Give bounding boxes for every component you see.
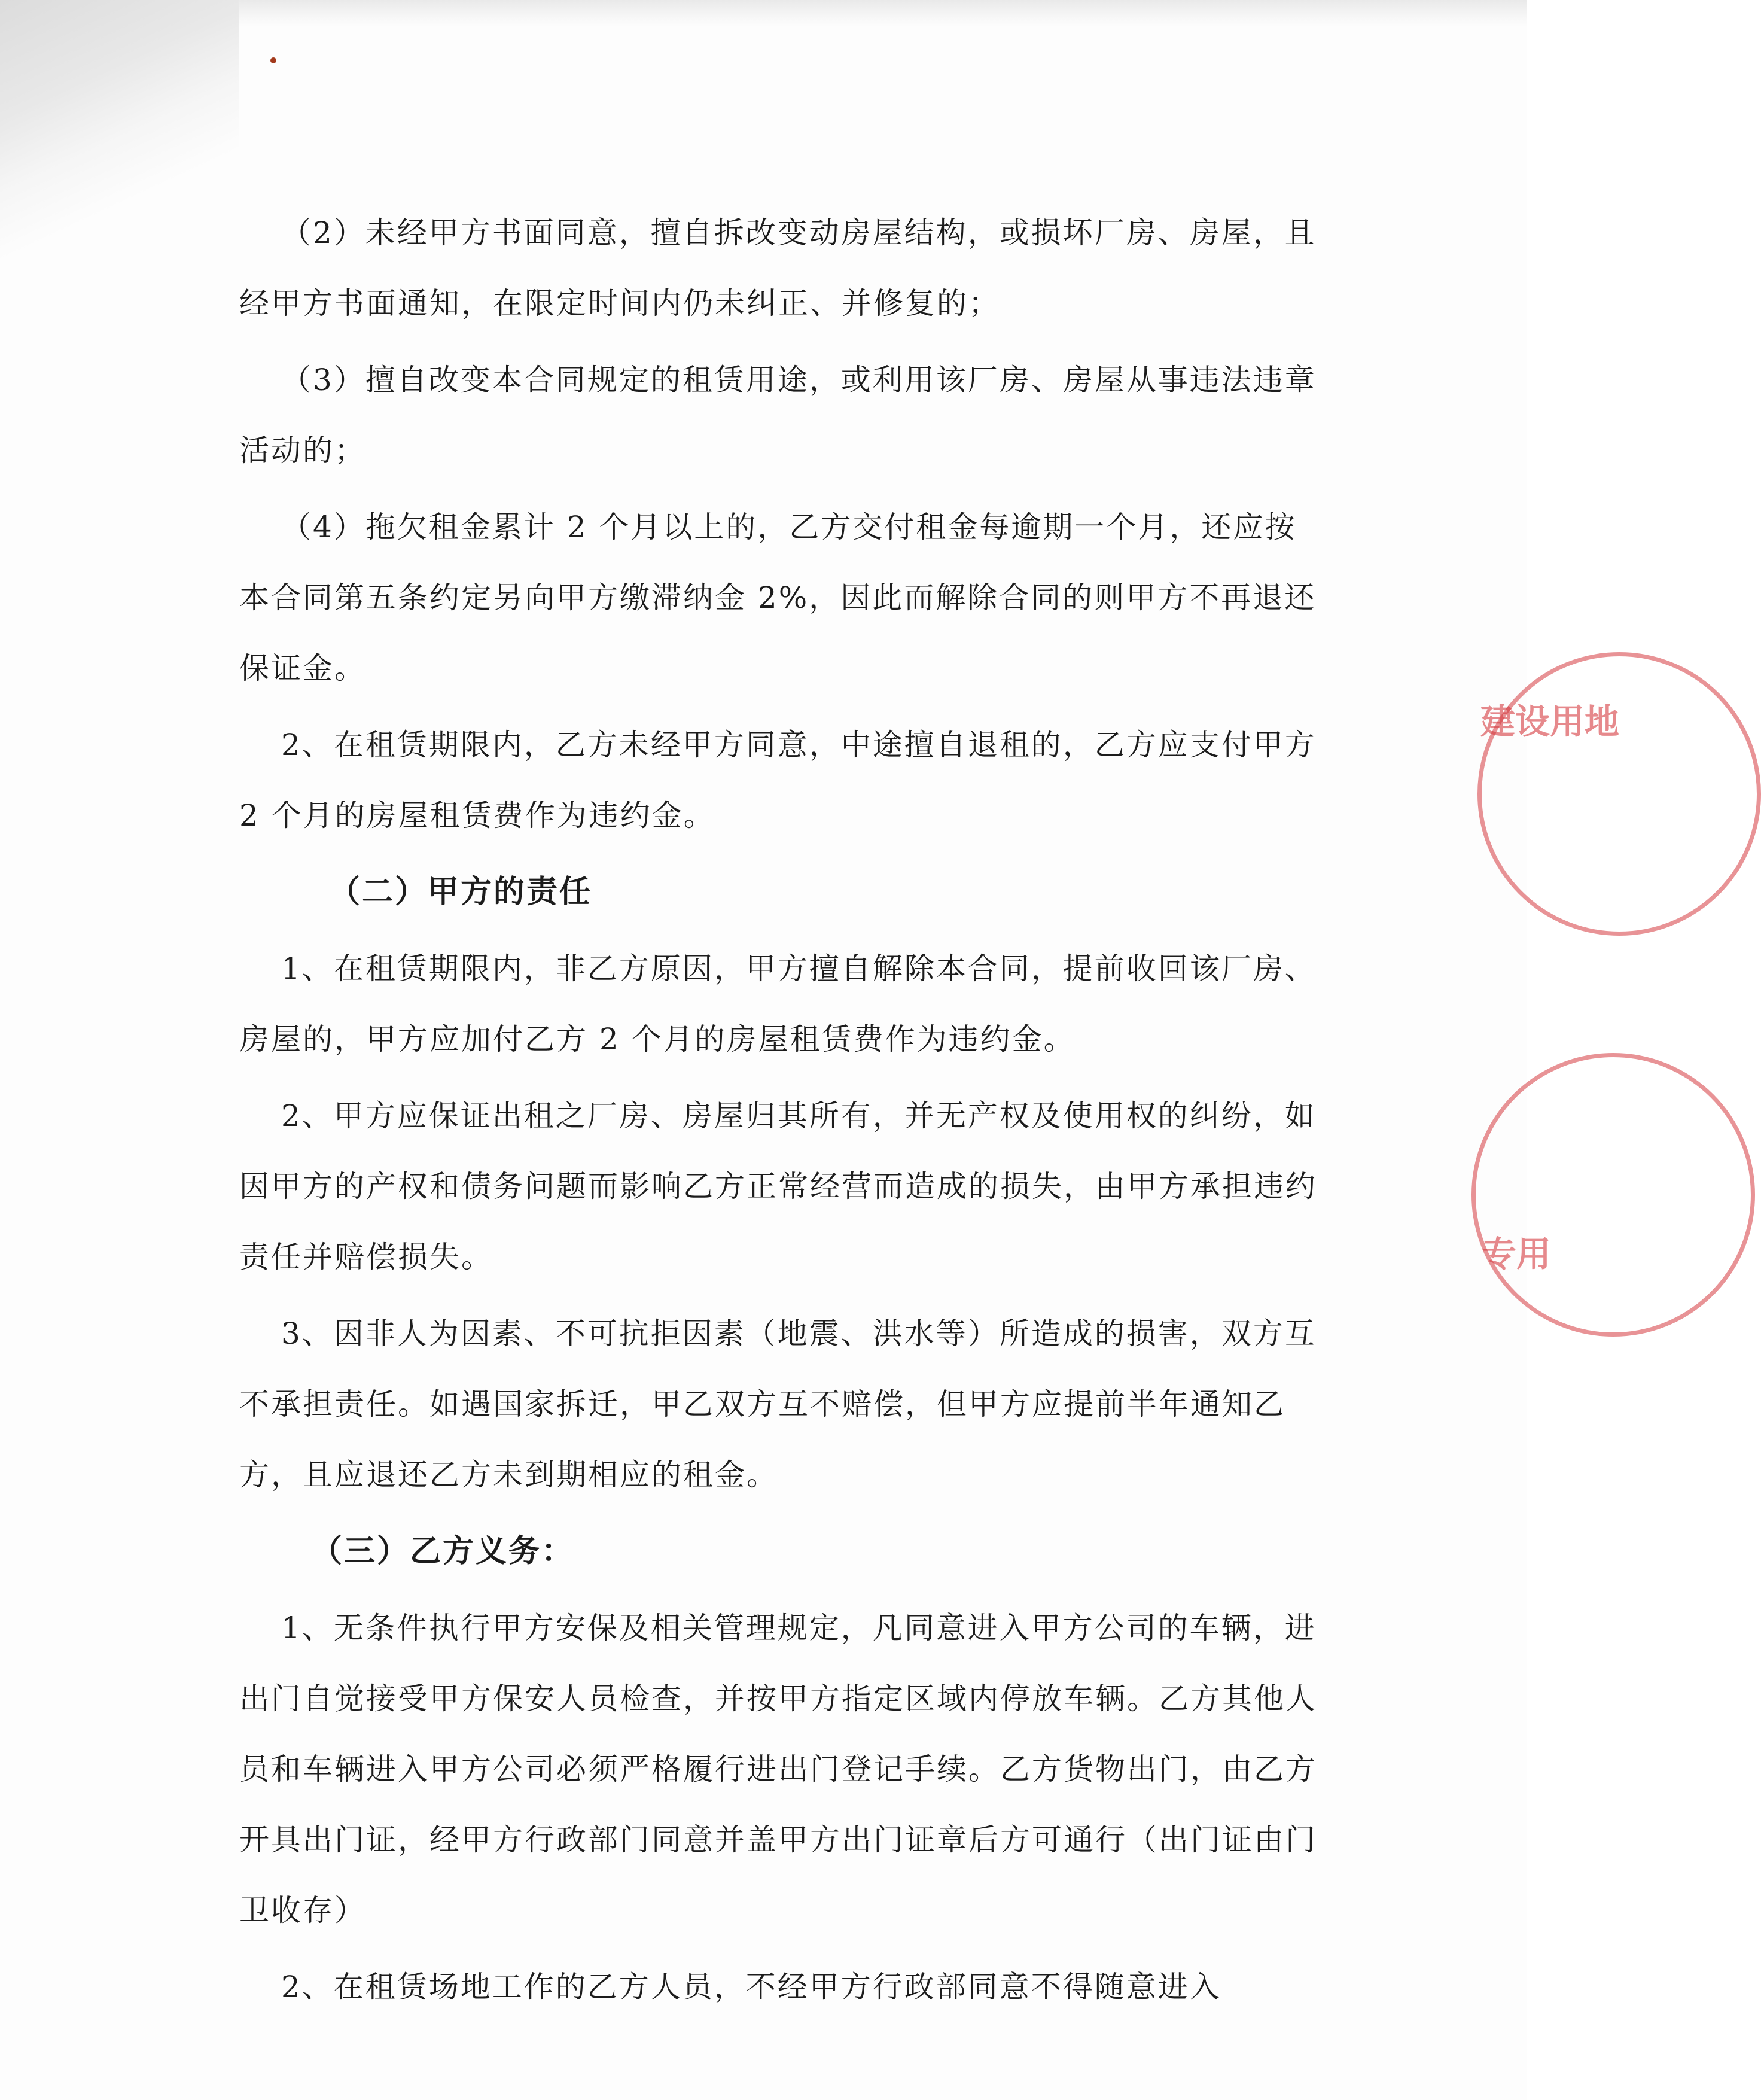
clause-3-paragraph: （3）擅自改变本合同规定的租赁用途，或利用该厂房、房屋从事违法违章活动的； [239, 363, 1317, 468]
party-a-item-2: 2、甲方应保证出租之厂房、房屋归其所有，并无产权及使用权的纠纷，如因甲方的产权和债务问题而影响乙方正常经营而造成的损失，由甲方承担违约责任并赔偿损失。 [239, 1098, 1317, 1274]
contract-body [239, 197, 1328, 2028]
red-seal-stamp [1471, 1053, 1755, 1337]
party-b-item-2: 2、在租赁场地工作的乙方人员，不经甲方行政部同意不得随意进入 [281, 1970, 1221, 2004]
section-heading-party-b-obligations: （三）乙方义务： [311, 1533, 575, 1569]
seal-text: 建设用地 [1480, 701, 1620, 742]
party-b-item-1: 1、无条件执行甲方安保及相关管理规定，凡同意进入甲方公司的车辆，进出门自觉接受甲方保安人员检查，并按甲方指定区域内停放车辆。乙方其他人员和车辆进入甲方公司必须严格履行进出门登记手续。乙方货物出门，由乙方开具出门证，经甲方行政部门同意并盖甲方出门证章后方可通行（出门证由门卫收存） [239, 1611, 1317, 1928]
section-heading-party-a-liability: （二）甲方的责任 [329, 874, 593, 910]
early-termination-paragraph: 2、在租赁期限内，乙方未经甲方同意，中途擅自退租的，乙方应支付甲方 2 个月的房屋租赁费作为违约金。 [239, 728, 1328, 833]
ink-speck [270, 57, 276, 63]
clause-2-paragraph: （2）未经甲方书面同意，擅自拆改变动房屋结构，或损坏厂房、房屋，且经甲方书面通知，在限定时间内仍未纠正、并修复的； [239, 215, 1317, 321]
party-a-item-3: 3、因非人为因素、不可抗拒因素（地震、洪水等）所造成的损害，双方互不承担责任。如遇国家拆迁，甲乙双方互不赔偿，但甲方应提前半年通知乙方，且应退还乙方未到期相应的租金。 [239, 1316, 1317, 1492]
scan-corner-shadow [0, 0, 239, 1077]
seal-text: 专用 [1482, 1234, 1552, 1274]
red-seal-stamp [1477, 652, 1761, 936]
clause-4-paragraph: （4）拖欠租金累计 2 个月以上的，乙方交付租金每逾期一个月，还应按本合同第五条约定另向甲方缴滞纳金 2%，因此而解除合同的则甲方不再退还保证金。 [239, 510, 1317, 686]
party-a-item-1: 1、在租赁期限内，非乙方原因，甲方擅自解除本合同，提前收回该厂房、房屋的，甲方应加付乙方 2 个月的房屋租赁费作为违约金。 [239, 951, 1317, 1057]
